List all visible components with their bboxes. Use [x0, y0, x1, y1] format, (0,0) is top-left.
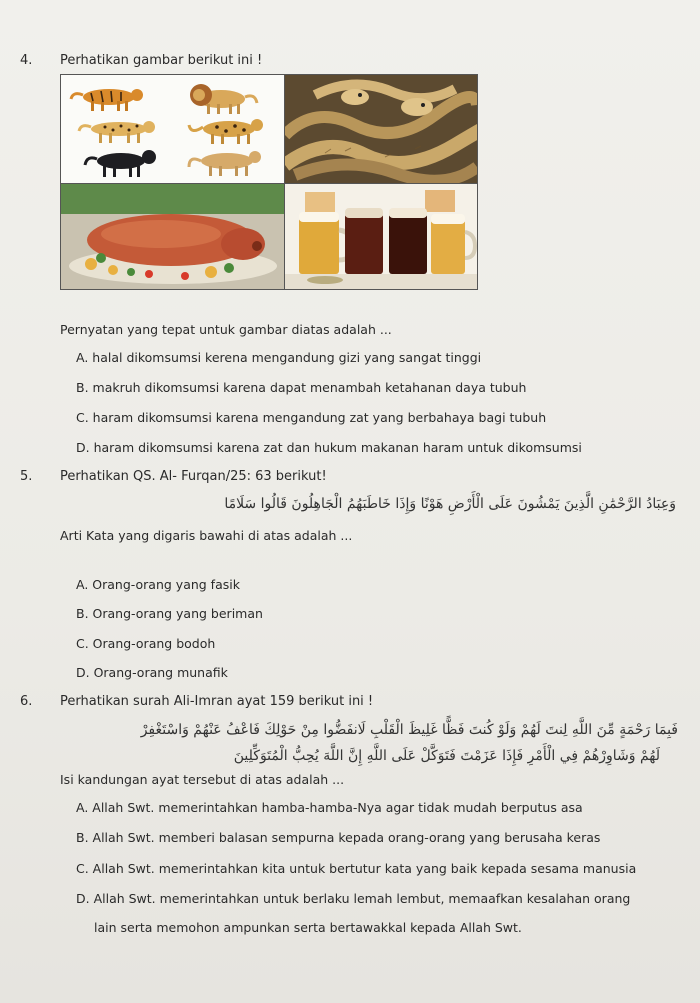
question-4-option-d[interactable]: D. haram dikomsumsi karena zat dan hukum makanan haram untuk dikomsumsi — [76, 440, 582, 455]
question-5-option-c[interactable]: C. Orang-orang bodoh — [76, 636, 216, 651]
question-6-arabic-line-2: لَهُمْ وَشَاوِرْهُمْ فِي الْأَمْرِ فَإِذَا عَزَمْتَ فَتَوَكَّلْ عَلَى اللَّهِ إِنَّ اللَّهَ يُحِبُّ الْمُتَوَكِّلِينَ — [233, 748, 660, 764]
question-5-arabic-verse: وَعِبَادُ الرَّحْمَٰنِ الَّذِينَ يَمْشُونَ عَلَى الْأَرْضِ هَوْنًا وَإِذَا خَاطَبَهُمُ الْجَاهِلُونَ قَالُوا سَلَامًا — [224, 496, 676, 512]
question-4-statement: Pernyatan yang tepat untuk gambar diatas adalah ... — [60, 322, 392, 337]
question-4-option-a[interactable]: A. halal dikomsumsi kerena mengandung gizi yang sangat tinggi — [76, 350, 482, 365]
tiger-icon — [71, 89, 143, 111]
panther-icon — [85, 150, 156, 177]
question-6-option-b[interactable]: B. Allah Swt. memberi balasan sempurna kepada orang-orang yang berusaha keras — [76, 830, 601, 845]
question-6-number: 6. — [20, 694, 33, 709]
question-6-prompt: Perhatikan surah Ali-Imran ayat 159 berikut ini ! — [60, 694, 374, 709]
question-6-option-c[interactable]: C. Allah Swt. memerintahkan kita untuk bertutur kata yang baik kepada sesama manusia — [76, 861, 637, 876]
question-5-number: 5. — [20, 469, 33, 484]
question-5-statement: Arti Kata yang digaris bawahi di atas adalah ... — [60, 528, 353, 543]
question-6-option-a[interactable]: A. Allah Swt. memerintahkan hamba-hamba-Nya agar tidak mudah berputus asa — [76, 800, 583, 815]
wild-cats-image — [61, 75, 284, 183]
snakes-image — [285, 75, 477, 183]
question-6-arabic-line-1: فَبِمَا رَحْمَةٍ مِّنَ اللَّهِ لِنتَ لَهُمْ وَلَوْ كُنتَ فَظًّا غَلِيظَ الْقَلْبِ لَانفَضُّوا مِنْ حَوْلِكَ فَاعْفُ عَنْهُمْ وَاسْتَغْفِرْ — [140, 722, 678, 738]
question-5-option-d[interactable]: D. Orang-orang munafik — [76, 665, 228, 680]
question-5-option-b[interactable]: B. Orang-orang yang beriman — [76, 606, 263, 621]
jaguar-icon — [189, 119, 263, 144]
lion-icon — [190, 84, 257, 114]
question-5-prompt: Perhatikan QS. Al- Furqan/25: 63 berikut! — [60, 469, 327, 484]
question-4-number: 4. — [20, 53, 33, 68]
question-4-option-c[interactable]: C. haram dikomsumsi karena mengandung zat yang berbahaya bagi tubuh — [76, 410, 547, 425]
question-6-statement: Isi kandungan ayat tersebut di atas adalah ... — [60, 772, 345, 787]
roast-pig-image — [61, 184, 284, 289]
question-4-image-grid — [60, 74, 478, 290]
question-4-option-b[interactable]: B. makruh dikomsumsi karena dapat menambah ketahanan daya tubuh — [76, 380, 527, 395]
leopard-icon — [79, 121, 155, 143]
beer-mugs-image — [285, 184, 477, 289]
puma-icon — [189, 151, 261, 176]
question-4-prompt: Perhatikan gambar berikut ini ! — [60, 53, 263, 68]
question-6-option-d-continued: lain serta memohon ampunkan serta bertawakkal kepada Allah Swt. — [94, 920, 522, 935]
question-5-option-a[interactable]: A. Orang-orang yang fasik — [76, 577, 240, 592]
question-6-option-d[interactable]: D. Allah Swt. memerintahkan untuk berlaku lemah lembut, memaafkan kesalahan orang — [76, 891, 631, 906]
